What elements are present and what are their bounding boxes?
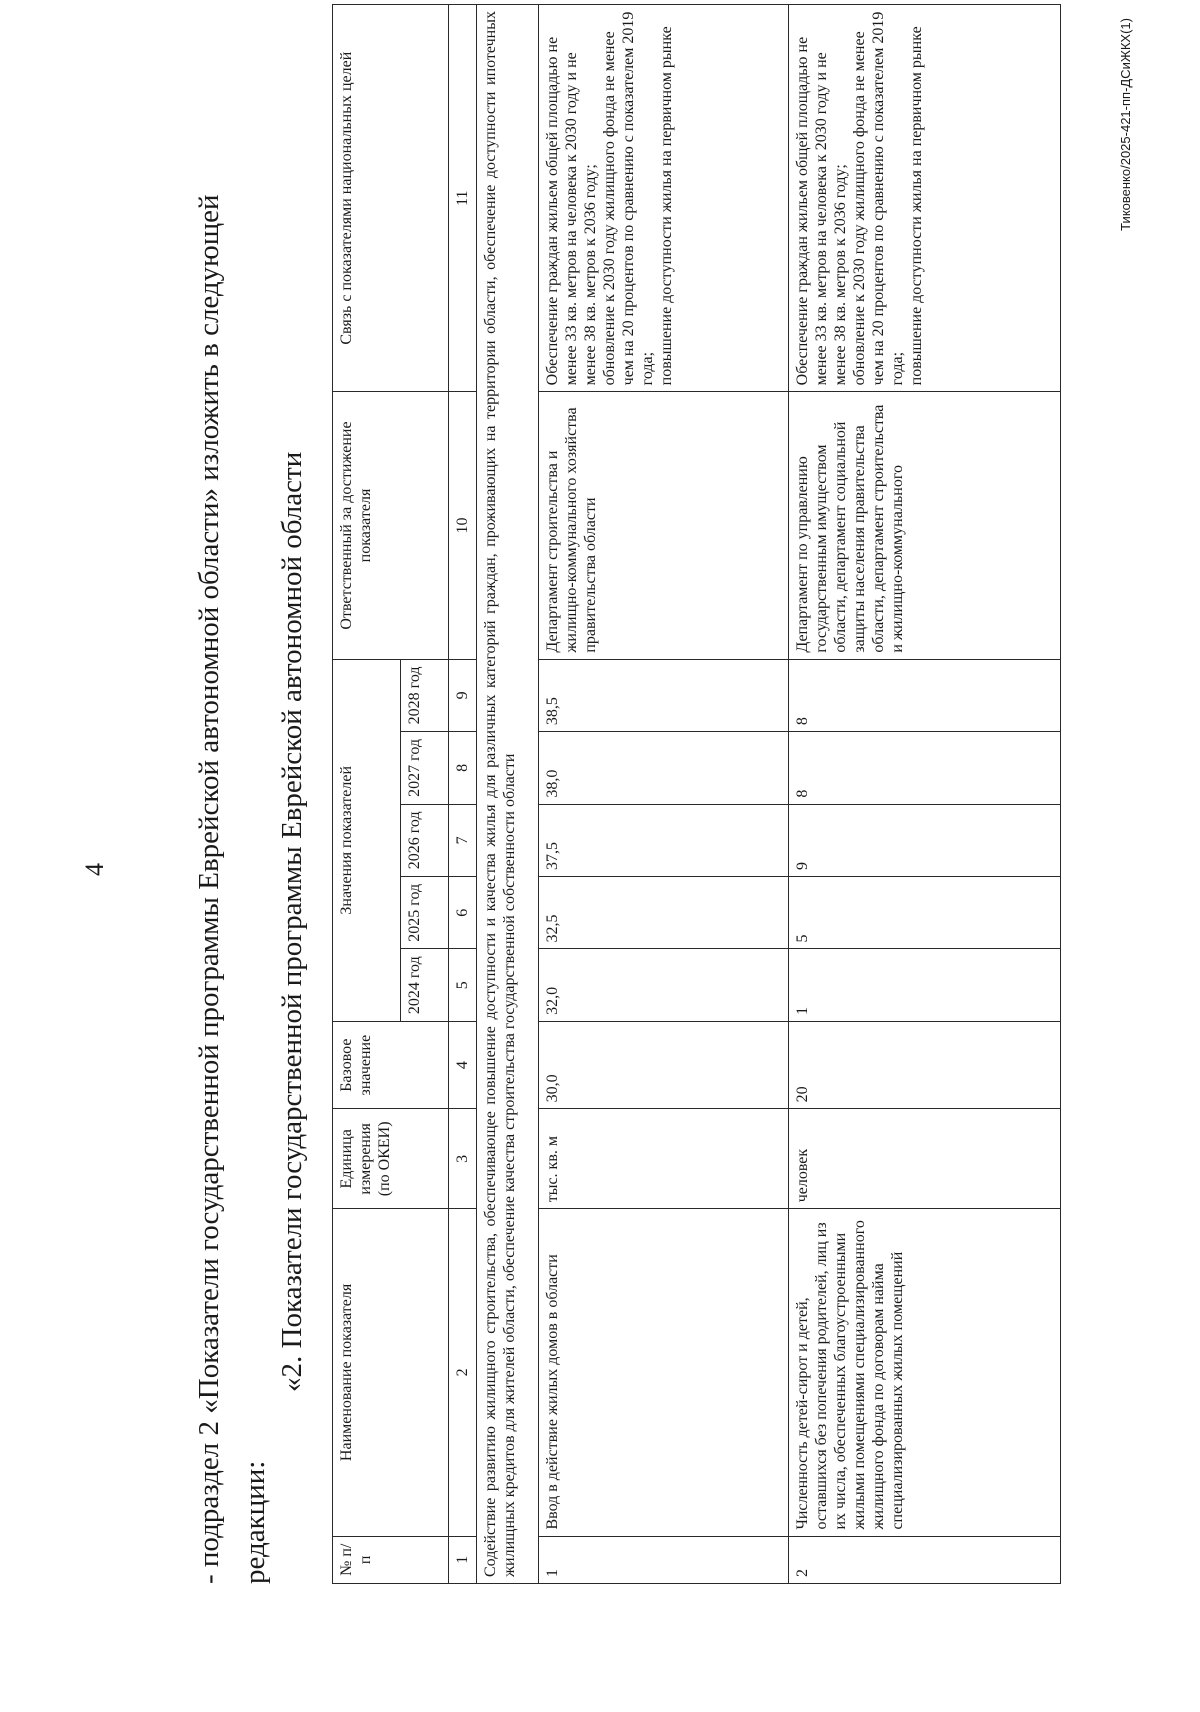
link-line: Обеспечение граждан жильем общей площадью не менее 33 кв. метров на человека к 2030 году и не менее 38 кв. метров к 2036 году; [794,36,849,386]
table-row [539,5,789,1584]
header-name: Наименование показателя [333,1209,449,1536]
row-unit: тыс. кв. м [539,1109,789,1209]
intro-line-2: редакции: [239,1460,271,1584]
column-number: 5 [449,949,477,1021]
row-name: Ввод в действие жилых домов в области [539,1209,789,1536]
column-number: 10 [449,392,477,659]
column-number: 9 [449,659,477,732]
header-link: Связь с показателями национальных целей [333,5,449,392]
column-number-row [449,5,477,1584]
intro-paragraph [186,114,278,1584]
column-number: 11 [449,5,477,392]
row-no: 1 [539,1536,789,1583]
column-number: 1 [449,1536,477,1583]
column-number: 6 [449,877,477,949]
page-number: 4 [80,862,109,876]
row-link [789,5,1061,392]
header-unit: Единица измерения (по ОКЕИ) [333,1109,449,1209]
header-values-group: Значения показателей [333,659,401,1021]
row-value: 32,5 [539,877,789,949]
goal-row [477,5,539,1584]
row-unit: человек [789,1109,1061,1209]
link-line: обновление к 2030 году жилищного фонда не менее чем на 20 процентов по сравнению с показателем 2019 года; [851,11,906,386]
table-row [789,5,1061,1584]
link-line: обновление к 2030 году жилищного фонда не менее чем на 20 процентов по сравнению с показателем 2019 года; [601,11,656,386]
row-value: 5 [789,877,1061,949]
goal-text: Содействие развитию жилищного строительства, обеспечивающее повышение доступности и качества жилья для различных категорий граждан, проживающих на территории области, обеспечение доступности ипотечных жилищных кредитов для жителей области, обеспечение качества строительства государственной собственности области [477,5,539,1584]
table-title: «2. Показатели государственной программы Еврейской автономной области [276,451,308,1392]
column-number: 8 [449,732,477,804]
column-number: 3 [449,1109,477,1209]
header-no: № п/п [333,1536,449,1583]
row-value: 37,5 [539,804,789,876]
header-base: Базовое значение [333,1021,449,1108]
row-value: 1 [789,949,1061,1021]
indicators-table [332,4,1061,1584]
header-year: 2024 год [401,949,449,1021]
document-code: Тиковенко/2025-421-пп-ДСиЖКХ(1) [1118,18,1133,231]
row-value: 8 [789,659,1061,732]
link-line: повышение доступности жилья на первичном рынке [658,26,675,386]
row-base: 30,0 [539,1021,789,1108]
header-year: 2028 год [401,659,449,732]
row-name: Численность детей-сирот и детей, оставшихся без попечения родителей, лиц из их числа, обеспеченных благоустроенными жилыми помещениями специализированного жилищного фонда по договорам найма специализированных жилых помещений [789,1209,1061,1536]
row-no: 2 [789,1536,1061,1583]
row-value: 32,0 [539,949,789,1021]
row-value: 38,5 [539,659,789,732]
row-link [539,5,789,392]
row-value: 8 [789,732,1061,804]
column-number: 7 [449,804,477,876]
row-responsible: Департамент по управлению государственным имуществом области, департамент социальной защиты населения правительства области, департамент строительства и жилищно-коммунального [789,392,1061,659]
header-year: 2026 год [401,804,449,876]
header-responsible: Ответственный за достижение показателя [333,392,449,659]
row-base: 20 [789,1021,1061,1108]
row-value: 9 [789,804,1061,876]
link-line: повышение доступности жилья на первичном рынке [908,26,925,386]
header-year: 2025 год [401,877,449,949]
row-value: 38,0 [539,732,789,804]
column-number: 2 [449,1209,477,1536]
column-number: 4 [449,1021,477,1108]
header-year: 2027 год [401,732,449,804]
intro-line-1: - подраздел 2 «Показатели государственной программы Еврейской автономной области» изложить в следующей [193,194,225,1584]
row-responsible: Департамент строительства и жилищно-коммунального хозяйства правительства области [539,392,789,659]
link-line: Обеспечение граждан жильем общей площадью не менее 33 кв. метров на человека к 2030 году и не менее 38 кв. метров к 2036 году; [544,36,599,386]
